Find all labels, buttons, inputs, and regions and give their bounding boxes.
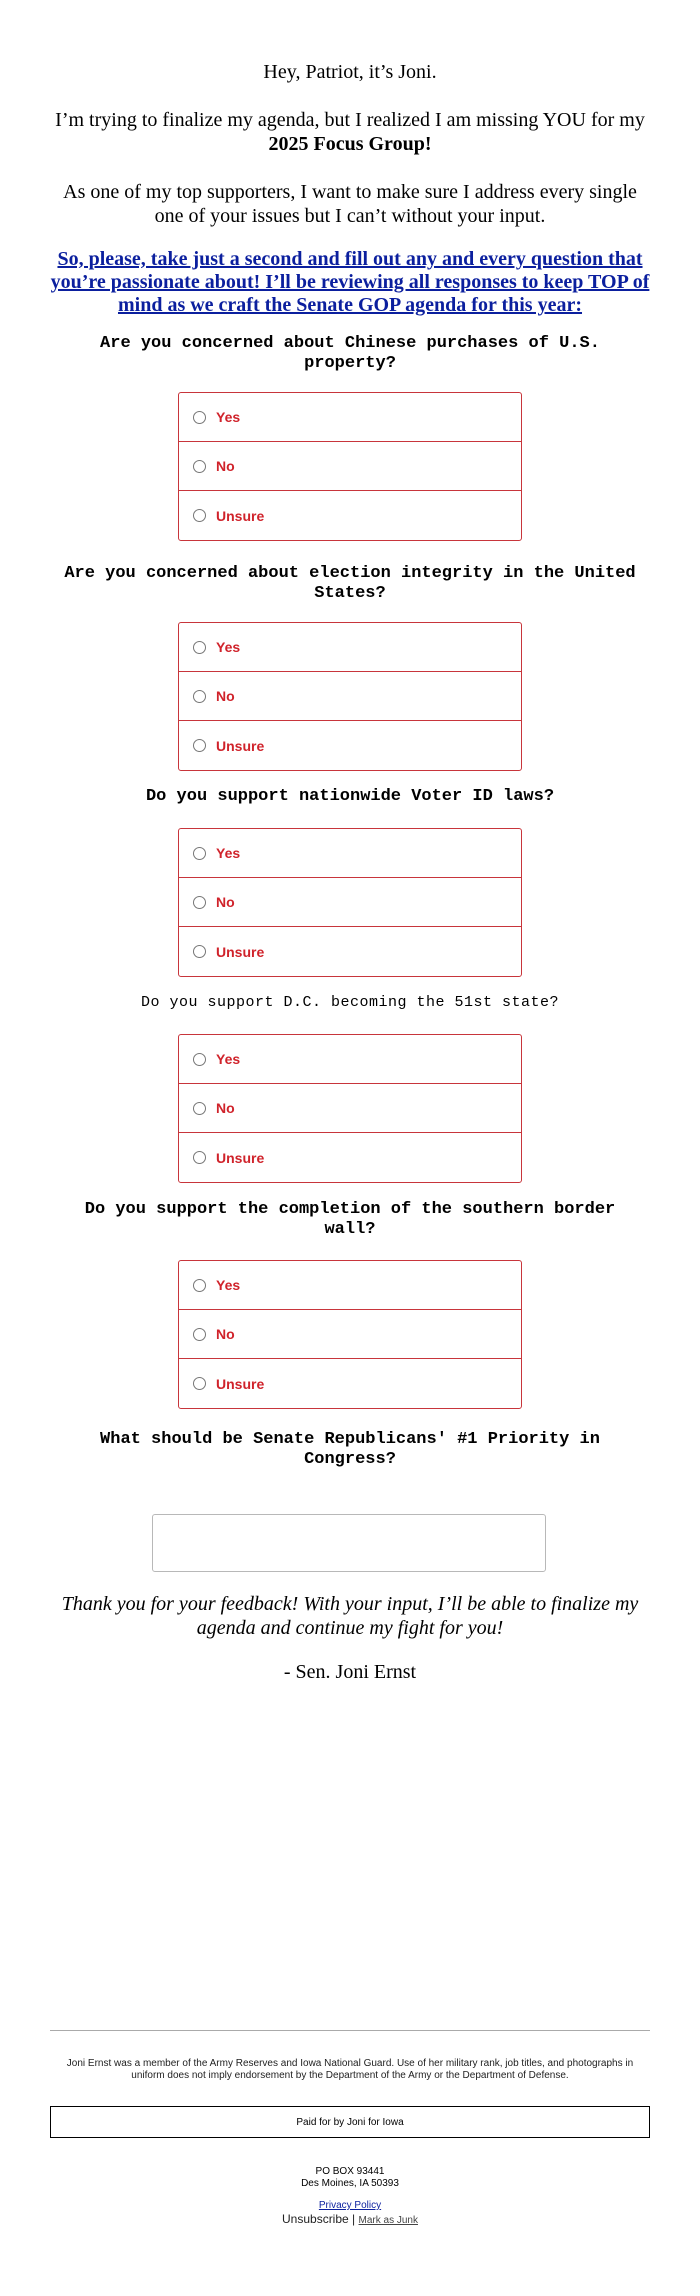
option-unsure[interactable] [179, 1133, 521, 1182]
option-unsure[interactable] [179, 1359, 521, 1408]
radio-icon[interactable] [193, 1279, 206, 1292]
radio-icon[interactable] [193, 847, 206, 860]
option-label: Unsure [216, 1375, 265, 1392]
radio-icon[interactable] [193, 1328, 206, 1341]
question-4-options [178, 1034, 522, 1183]
paid-for-text: Paid for by Joni for Iowa [296, 2116, 404, 2128]
military-disclaimer: Joni Ernst was a member of the Army Reserves and Iowa National Guard. Use of her military rank, job titles, and photographs in uniform does not imply endorsement by the Department of the Army or the Department of Defense. [66, 2058, 634, 2081]
option-label: Yes [216, 1051, 241, 1067]
signature: - Sen. Joni Ernst [283, 1661, 417, 1683]
radio-icon[interactable] [193, 1102, 206, 1115]
radio-icon[interactable] [193, 945, 206, 958]
address-line-1: PO BOX 93441 [315, 2166, 385, 2177]
option-label: No [216, 688, 235, 704]
privacy-policy-link[interactable]: Privacy Policy [318, 2200, 382, 2211]
option-label: No [216, 458, 235, 474]
option-no[interactable] [179, 442, 521, 491]
option-label: No [216, 894, 235, 910]
option-label: Yes [216, 845, 241, 861]
question-5-options [178, 1260, 522, 1409]
option-yes[interactable] [179, 829, 521, 878]
radio-icon[interactable] [193, 641, 206, 654]
mailing-address [50, 2166, 650, 2190]
option-label: Unsure [216, 507, 265, 524]
option-label: Unsure [216, 737, 265, 754]
address-line-2: Des Moines, IA 50393 [301, 2178, 399, 2189]
option-label: Yes [216, 1277, 241, 1293]
option-yes[interactable] [179, 623, 521, 672]
question-3-options [178, 828, 522, 977]
question-4: Do you support D.C. becoming the 51st state? [140, 994, 560, 1011]
footer-divider [50, 2030, 650, 2031]
radio-icon[interactable] [193, 1151, 206, 1164]
radio-icon[interactable] [193, 690, 206, 703]
question-5: Do you support the completion of the southern border wall? [84, 1200, 616, 1239]
unsubscribe-link[interactable]: Unsubscribe [282, 2212, 349, 2226]
cta-link[interactable]: So, please, take just a second and fill out any and every question that you’re passionate about! I’ll be reviewing all responses to keep TOP of mind as we craft the Senate GOP agenda for this year: [50, 248, 650, 316]
radio-icon[interactable] [193, 1377, 206, 1390]
radio-icon[interactable] [193, 896, 206, 909]
option-label: No [216, 1100, 235, 1116]
option-no[interactable] [179, 672, 521, 721]
unsubscribe-row [50, 2212, 650, 2228]
paid-for-box [50, 2106, 650, 2138]
radio-icon[interactable] [193, 460, 206, 473]
option-yes[interactable] [179, 1261, 521, 1310]
option-unsure[interactable] [179, 927, 521, 976]
option-unsure[interactable] [179, 491, 521, 540]
thank-you-message: Thank you for your feedback! With your input, I’ll be able to finalize my agenda and continue my fight for you! [61, 1593, 639, 1639]
privacy-row [50, 2200, 650, 2212]
question-1: Are you concerned about Chinese purchases of U.S. property? [100, 334, 600, 373]
option-label: No [216, 1326, 235, 1342]
separator: | [352, 2212, 356, 2226]
option-yes[interactable] [179, 1035, 521, 1084]
option-label: Unsure [216, 943, 265, 960]
option-unsure[interactable] [179, 721, 521, 770]
option-label: Unsure [216, 1149, 265, 1166]
option-no[interactable] [179, 878, 521, 927]
focus-group-label: 2025 Focus Group! [268, 133, 432, 155]
intro-paragraph [50, 108, 650, 156]
supporters-paragraph: As one of my top supporters, I want to make sure I address every single one of your issues but I can’t without your input. [63, 181, 637, 227]
option-label: Yes [216, 409, 241, 425]
priority-text-input[interactable] [152, 1514, 546, 1572]
option-yes[interactable] [179, 393, 521, 442]
greeting: Hey, Patriot, it’s Joni. [263, 61, 437, 83]
question-1-options [178, 392, 522, 541]
option-no[interactable] [179, 1084, 521, 1133]
radio-icon[interactable] [193, 509, 206, 522]
intro-text: I’m trying to finalize my agenda, but I realized I am missing YOU for my [55, 109, 645, 131]
radio-icon[interactable] [193, 739, 206, 752]
question-3: Do you support nationwide Voter ID laws? [145, 787, 555, 806]
option-label: Yes [216, 639, 241, 655]
open-question: What should be Senate Republicans' #1 Priority in Congress? [100, 1430, 600, 1469]
question-2: Are you concerned about election integrity in the United States? [64, 564, 636, 603]
radio-icon[interactable] [193, 411, 206, 424]
radio-icon[interactable] [193, 1053, 206, 1066]
question-2-options [178, 622, 522, 771]
option-no[interactable] [179, 1310, 521, 1359]
mark-as-junk-link[interactable]: Mark as Junk [358, 2215, 418, 2226]
